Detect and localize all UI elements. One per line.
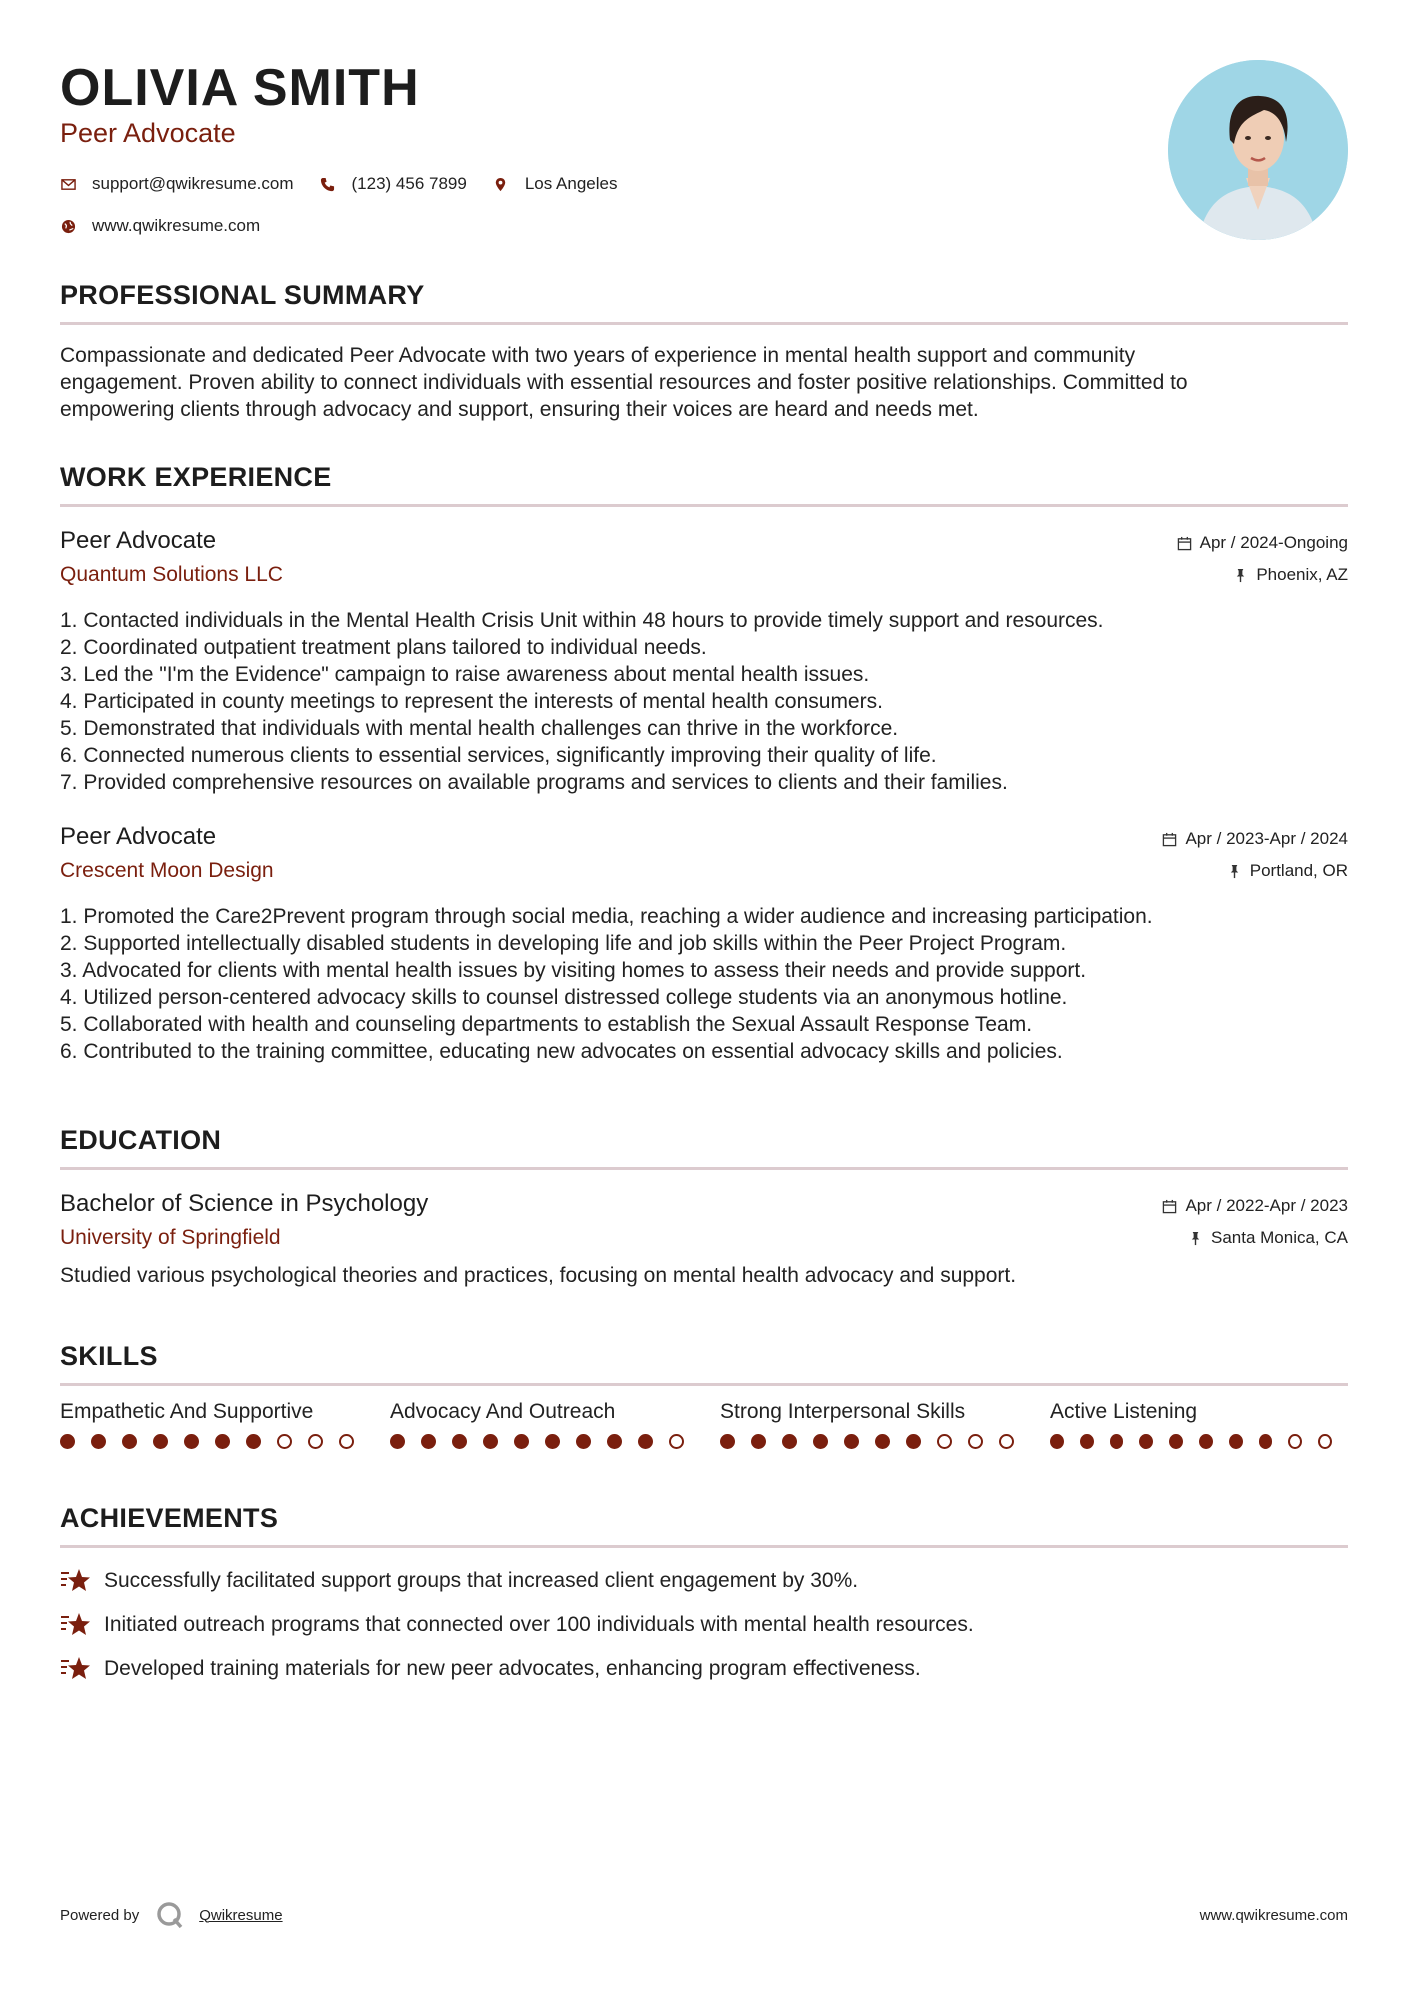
skill-name: Empathetic And Supportive — [60, 1400, 314, 1423]
contact-block — [60, 172, 643, 256]
rating-dot-filled — [607, 1434, 622, 1449]
job-duties-list — [60, 607, 1348, 796]
star-icon — [60, 1655, 92, 1683]
list-item: 5. Collaborated with health and counseling departments to establish the Sexual Assault Response Team. — [60, 1013, 1033, 1036]
rating-dot-filled — [91, 1434, 106, 1449]
skills-grid — [60, 1400, 1348, 1449]
list-item: 3. Advocated for clients with mental health issues by visiting homes to assess their needs and provide support. — [60, 959, 1087, 982]
phone-item[interactable] — [320, 174, 467, 194]
list-item: 3. Led the "I'm the Evidence" campaign to raise awareness about mental health issues. — [60, 663, 870, 686]
rating-dot-empty — [277, 1434, 292, 1449]
calendar-icon — [1162, 832, 1177, 847]
rating-dot-filled — [246, 1434, 261, 1449]
list-item — [60, 1603, 1348, 1647]
job-date-text: Apr / 2023-Apr / 2024 — [1185, 829, 1348, 848]
education-date — [1162, 1196, 1348, 1216]
list-item — [60, 1647, 1348, 1691]
rating-dot-filled — [751, 1434, 766, 1449]
rating-dot-filled — [1139, 1434, 1153, 1449]
star-icon — [60, 1611, 92, 1639]
education-location — [1188, 1228, 1348, 1248]
pushpin-icon — [1188, 1231, 1203, 1246]
list-item — [60, 1559, 1348, 1603]
job-duties-list — [60, 903, 1348, 1065]
skill-name: Strong Interpersonal Skills — [720, 1400, 966, 1423]
skill-item — [720, 1400, 1050, 1449]
rating-dot-filled — [421, 1434, 436, 1449]
list-item: 1. Contacted individuals in the Mental Health Crisis Unit within 48 hours to provide timely support and resources. — [60, 609, 1104, 632]
skill-rating — [60, 1434, 390, 1449]
summary-line: engagement. Proven ability to connect individuals with essential resources and foster positive relationships. Committed to — [60, 371, 1188, 394]
rating-dot-filled — [844, 1434, 859, 1449]
calendar-icon — [1177, 536, 1192, 551]
rating-dot-filled — [906, 1434, 921, 1449]
list-item: 6. Contributed to the training committee, educating new advocates on essential advocacy skills and policies. — [60, 1040, 1063, 1063]
rating-dot-filled — [720, 1434, 735, 1449]
list-item: 1. Promoted the Care2Prevent program through social media, reaching a wider audience and increasing participation. — [60, 905, 1153, 928]
pushpin-icon — [1227, 864, 1242, 879]
powered-by-label: Powered by — [60, 1906, 140, 1924]
qwikresume-logo-icon — [155, 1900, 185, 1930]
rating-dot-filled — [576, 1434, 591, 1449]
rating-dot-empty — [1318, 1434, 1332, 1449]
job-title: Peer Advocate — [60, 823, 217, 850]
education-date-text: Apr / 2022-Apr / 2023 — [1185, 1196, 1348, 1215]
star-icon — [60, 1567, 92, 1595]
summary-line: Compassionate and dedicated Peer Advocate with two years of experience in mental health support and community — [60, 344, 1136, 367]
summary-heading: PROFESSIONAL SUMMARY — [60, 280, 425, 310]
skill-item — [390, 1400, 720, 1449]
rating-dot-filled — [483, 1434, 498, 1449]
rating-dot-filled — [452, 1434, 467, 1449]
skill-item — [1050, 1400, 1348, 1449]
list-item: 2. Supported intellectually disabled students in developing life and job skills within the Peer Project Program. — [60, 932, 1067, 955]
rating-dot-empty — [1288, 1434, 1302, 1449]
contact-row-2 — [60, 214, 643, 238]
rating-dot-filled — [813, 1434, 828, 1449]
website-text: www.qwikresume.com — [92, 216, 261, 235]
rating-dot-filled — [1229, 1434, 1243, 1449]
email-item[interactable] — [60, 174, 294, 194]
candidate-role: Peer Advocate — [60, 118, 236, 148]
rating-dot-empty — [937, 1434, 952, 1449]
skill-name: Advocacy And Outreach — [390, 1400, 616, 1423]
rating-dot-filled — [1259, 1434, 1273, 1449]
rating-dot-filled — [1080, 1434, 1094, 1449]
pushpin-icon — [1233, 568, 1248, 583]
rating-dot-empty — [308, 1434, 323, 1449]
envelope-icon — [60, 176, 76, 192]
profile-photo — [1168, 60, 1348, 240]
skill-name: Active Listening — [1050, 1400, 1198, 1423]
education-heading: EDUCATION — [60, 1125, 222, 1155]
list-item: 4. Participated in county meetings to represent the interests of mental health consumers. — [60, 690, 883, 713]
section-divider — [60, 1167, 1348, 1170]
rating-dot-filled — [545, 1434, 560, 1449]
map-pin-icon — [493, 176, 509, 192]
list-item: 7. Provided comprehensive resources on available programs and services to clients and their families. — [60, 771, 1008, 794]
section-divider — [60, 504, 1348, 507]
footer-website-link[interactable]: www.qwikresume.com — [1199, 1907, 1348, 1924]
job-location — [1227, 861, 1348, 881]
rating-dot-empty — [999, 1434, 1014, 1449]
rating-dot-filled — [638, 1434, 653, 1449]
phone-text: (123) 456 7899 — [351, 174, 467, 193]
job-date-text: Apr / 2024-Ongoing — [1199, 533, 1348, 552]
rating-dot-empty — [669, 1434, 684, 1449]
achievements-heading: ACHIEVEMENTS — [60, 1503, 279, 1533]
rating-dot-filled — [1050, 1434, 1064, 1449]
rating-dot-filled — [1110, 1434, 1124, 1449]
experience-section — [60, 462, 1348, 1065]
job-entry — [60, 527, 1348, 796]
phone-icon — [320, 176, 336, 192]
education-location-text: Santa Monica, CA — [1210, 1228, 1348, 1247]
job-entry — [60, 823, 1348, 1065]
achievement-text: Developed training materials for new peer advocates, enhancing program effectiveness. — [104, 1657, 921, 1680]
education-entry — [60, 1190, 1348, 1289]
location-item — [493, 174, 618, 194]
education-header — [60, 1190, 1348, 1260]
summary-line: empowering clients through advocacy and support, ensuring their voices are heard and needs met. — [60, 398, 979, 421]
rating-dot-filled — [1169, 1434, 1183, 1449]
rating-dot-filled — [390, 1434, 405, 1449]
job-header — [60, 823, 1348, 893]
job-title: Peer Advocate — [60, 527, 217, 554]
degree-title: Bachelor of Science in Psychology — [60, 1190, 429, 1217]
skill-item — [60, 1400, 390, 1449]
achievements-section — [60, 1503, 1348, 1691]
list-item: 5. Demonstrated that individuals with mental health challenges can thrive in the workforce. — [60, 717, 899, 740]
job-location-text: Portland, OR — [1249, 861, 1348, 880]
rating-dot-filled — [122, 1434, 137, 1449]
experience-heading: WORK EXPERIENCE — [60, 462, 332, 492]
avatar — [1168, 60, 1348, 240]
job-date — [1162, 829, 1348, 849]
job-company: Crescent Moon Design — [60, 859, 274, 882]
rating-dot-filled — [215, 1434, 230, 1449]
contact-row-1 — [60, 172, 643, 196]
location-text: Los Angeles — [524, 174, 618, 193]
list-item: 6. Connected numerous clients to essential services, significantly improving their quality of life. — [60, 744, 937, 767]
section-divider — [60, 1383, 1348, 1386]
rating-dot-filled — [153, 1434, 168, 1449]
footer-powered-by — [60, 1900, 283, 1930]
list-item: 2. Coordinated outpatient treatment plans tailored to individual needs. — [60, 636, 707, 659]
rating-dot-filled — [782, 1434, 797, 1449]
section-divider — [60, 1545, 1348, 1548]
job-location-text: Phoenix, AZ — [1256, 565, 1348, 584]
achievement-text: Successfully facilitated support groups that increased client engagement by 30%. — [104, 1569, 859, 1592]
skills-heading: SKILLS — [60, 1341, 158, 1371]
calendar-icon — [1162, 1199, 1177, 1214]
qwikresume-link[interactable]: Qwikresume — [199, 1906, 283, 1924]
skills-section — [60, 1341, 1348, 1449]
achievements-list — [60, 1559, 1348, 1691]
globe-icon — [60, 218, 76, 234]
rating-dot-filled — [1199, 1434, 1213, 1449]
summary-section — [60, 280, 1348, 423]
website-item[interactable] — [60, 216, 260, 236]
job-location — [1233, 565, 1348, 585]
skill-rating — [390, 1434, 720, 1449]
rating-dot-filled — [875, 1434, 890, 1449]
school-name: University of Springfield — [60, 1226, 281, 1249]
job-company: Quantum Solutions LLC — [60, 563, 283, 586]
section-divider — [60, 322, 1348, 325]
job-date — [1177, 533, 1348, 553]
summary-text — [60, 342, 1348, 423]
candidate-name: OLIVIA SMITH — [60, 59, 420, 117]
rating-dot-empty — [339, 1434, 354, 1449]
job-header — [60, 527, 1348, 597]
achievement-text: Initiated outreach programs that connected over 100 individuals with mental health resources. — [104, 1613, 974, 1636]
skill-rating — [1050, 1434, 1348, 1449]
skill-rating — [720, 1434, 1050, 1449]
email-text: support@qwikresume.com — [92, 174, 294, 193]
rating-dot-filled — [184, 1434, 199, 1449]
rating-dot-filled — [60, 1434, 75, 1449]
list-item: 4. Utilized person-centered advocacy skills to counsel distressed college students via an anonymous hotline. — [60, 986, 1068, 1009]
rating-dot-filled — [514, 1434, 529, 1449]
education-description: Studied various psychological theories and practices, focusing on mental health advocacy and support. — [60, 1264, 1017, 1287]
education-section — [60, 1125, 1348, 1289]
rating-dot-empty — [968, 1434, 983, 1449]
